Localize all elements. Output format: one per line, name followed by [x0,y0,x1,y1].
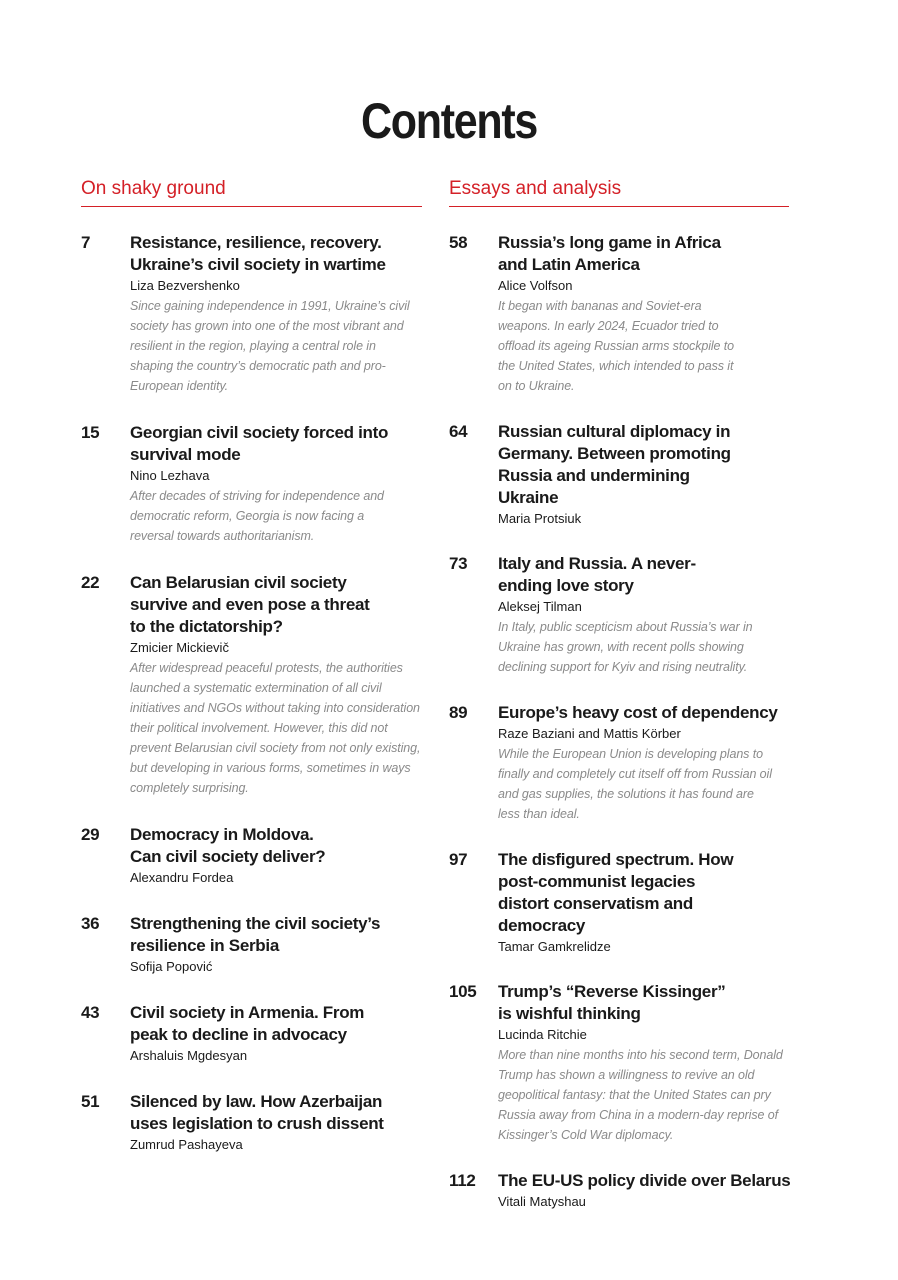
entry-author: Tamar Gamkrelidze [498,939,611,954]
entry-list [81,232,422,1154]
entry-author: Sofija Popović [130,959,213,974]
toc-entry[interactable] [449,1170,789,1211]
entry-author: Raze Baziani and Mattis Körber [498,726,681,741]
toc-entry[interactable] [81,913,422,976]
entry-title[interactable]: The EU-US policy divide over Belarus [498,1171,791,1190]
entry-page-number: 29 [81,825,100,844]
entry-page-number: 51 [81,1092,100,1111]
entry-author: Alexandru Fordea [130,870,234,885]
entry-author: Alice Volfson [498,278,573,293]
entry-summary: More than nine months into his second term, Donald Trump has shown a willingness to revive an old geopolitical fantasy: that the United States can pry Russia away from China in a modern-day reprise of Kissinger’s Cold War diplomacy. [498,1048,783,1142]
toc-entry[interactable] [449,421,789,528]
entry-title[interactable]: Europe’s heavy cost of dependency [498,703,778,722]
entry-title[interactable]: Resistance, resilience, recovery. Ukraine’s civil society in wartime [130,233,386,274]
entry-page-number: 89 [449,703,468,722]
entry-title[interactable]: Trump’s “Reverse Kissinger” is wishful thinking [498,982,726,1023]
entry-page-number: 36 [81,914,100,933]
toc-entry[interactable] [449,702,789,824]
entry-author: Lucinda Ritchie [498,1027,587,1042]
entry-page-number: 43 [81,1003,100,1022]
entry-title[interactable]: The disfigured spectrum. How post-communist legacies distort conservatism and democracy [498,850,734,935]
toc-entry[interactable] [449,981,789,1145]
entry-page-number: 22 [81,573,100,592]
entry-summary: In Italy, public scepticism about Russia’s war in Ukraine has grown, with recent polls showing declining support for Kyiv and rising neutrality. [498,620,753,674]
entry-title[interactable]: Civil society in Armenia. From peak to decline in advocacy [130,1003,365,1044]
toc-entry[interactable] [81,1002,422,1065]
toc-entry[interactable] [449,849,789,956]
entry-author: Maria Protsiuk [498,511,582,526]
entry-page-number: 64 [449,422,468,441]
entry-page-number: 105 [449,982,477,1001]
entry-summary: It began with bananas and Soviet-era weapons. In early 2024, Ecuador tried to offload its ageing Russian arms stockpile to the United States, which intended to pass it on to Ukraine. [498,299,734,393]
entry-author: Zumrud Pashayeva [130,1137,243,1152]
entry-page-number: 7 [81,233,91,252]
entry-summary: After decades of striving for independence and democratic reform, Georgia is now facing a reversal towards authoritarianism. [130,489,384,543]
entry-title[interactable]: Russian cultural diplomacy in Germany. Between promoting Russia and undermining Ukraine [498,422,731,507]
toc-entry[interactable] [81,572,422,798]
section-heading: Essays and analysis [449,178,789,207]
entry-author: Zmicier Mickievič [130,640,229,655]
entry-author: Arshaluis Mgdesyan [130,1048,248,1063]
entry-title[interactable]: Georgian civil society forced into survival mode [130,423,389,464]
entry-title[interactable]: Silenced by law. How Azerbaijan uses legislation to crush dissent [130,1092,384,1133]
entry-title[interactable]: Strengthening the civil society’s resilience in Serbia [130,914,381,955]
toc-entry[interactable] [449,232,789,396]
section-heading: On shaky ground [81,178,422,207]
entry-page-number: 58 [449,233,468,252]
entry-author: Liza Bezvershenko [130,278,240,293]
section-on-shaky-ground [81,178,422,1154]
entry-summary: While the European Union is developing plans to finally and completely cut itself off from Russian oil and gas supplies, the solutions it has found are less than ideal. [498,747,772,821]
page-title: Contents [360,93,538,149]
entry-page-number: 73 [449,554,468,573]
toc-entry[interactable] [81,232,422,396]
toc-entry[interactable] [81,1091,422,1154]
toc-entry[interactable] [449,553,789,677]
entry-page-number: 112 [449,1171,476,1190]
entry-author: Vitali Matyshau [498,1194,586,1209]
section-essays-and-analysis [449,178,789,1211]
toc-entry[interactable] [81,422,422,546]
toc-entry[interactable] [81,824,422,887]
entry-summary: After widespread peaceful protests, the authorities launched a systematic extermination of all civil initiatives and NGOs without taking into consideration their political involvement. However, this did not prevent Belarusian civil society from not only existing, but developing in various forms, sometimes in ways completely surprising. [130,661,421,795]
entry-title[interactable]: Democracy in Moldova. Can civil society deliver? [130,825,326,866]
entry-title[interactable]: Italy and Russia. A never-ending love story [498,554,696,595]
entry-page-number: 15 [81,423,100,442]
entry-title[interactable]: Russia’s long game in Africa and Latin America [498,233,721,274]
entry-author: Nino Lezhava [130,468,210,483]
entry-author: Aleksej Tilman [498,599,582,614]
entry-summary: Since gaining independence in 1991, Ukraine’s civil society has grown into one of the most vibrant and resilient in the region, playing a central role in shaping the country’s democratic path and pro-European identity. [130,299,410,393]
entry-page-number: 97 [449,850,468,869]
entry-list [449,232,789,1211]
entry-title[interactable]: Can Belarusian civil society survive and even pose a threat to the dictatorship? [130,573,370,636]
